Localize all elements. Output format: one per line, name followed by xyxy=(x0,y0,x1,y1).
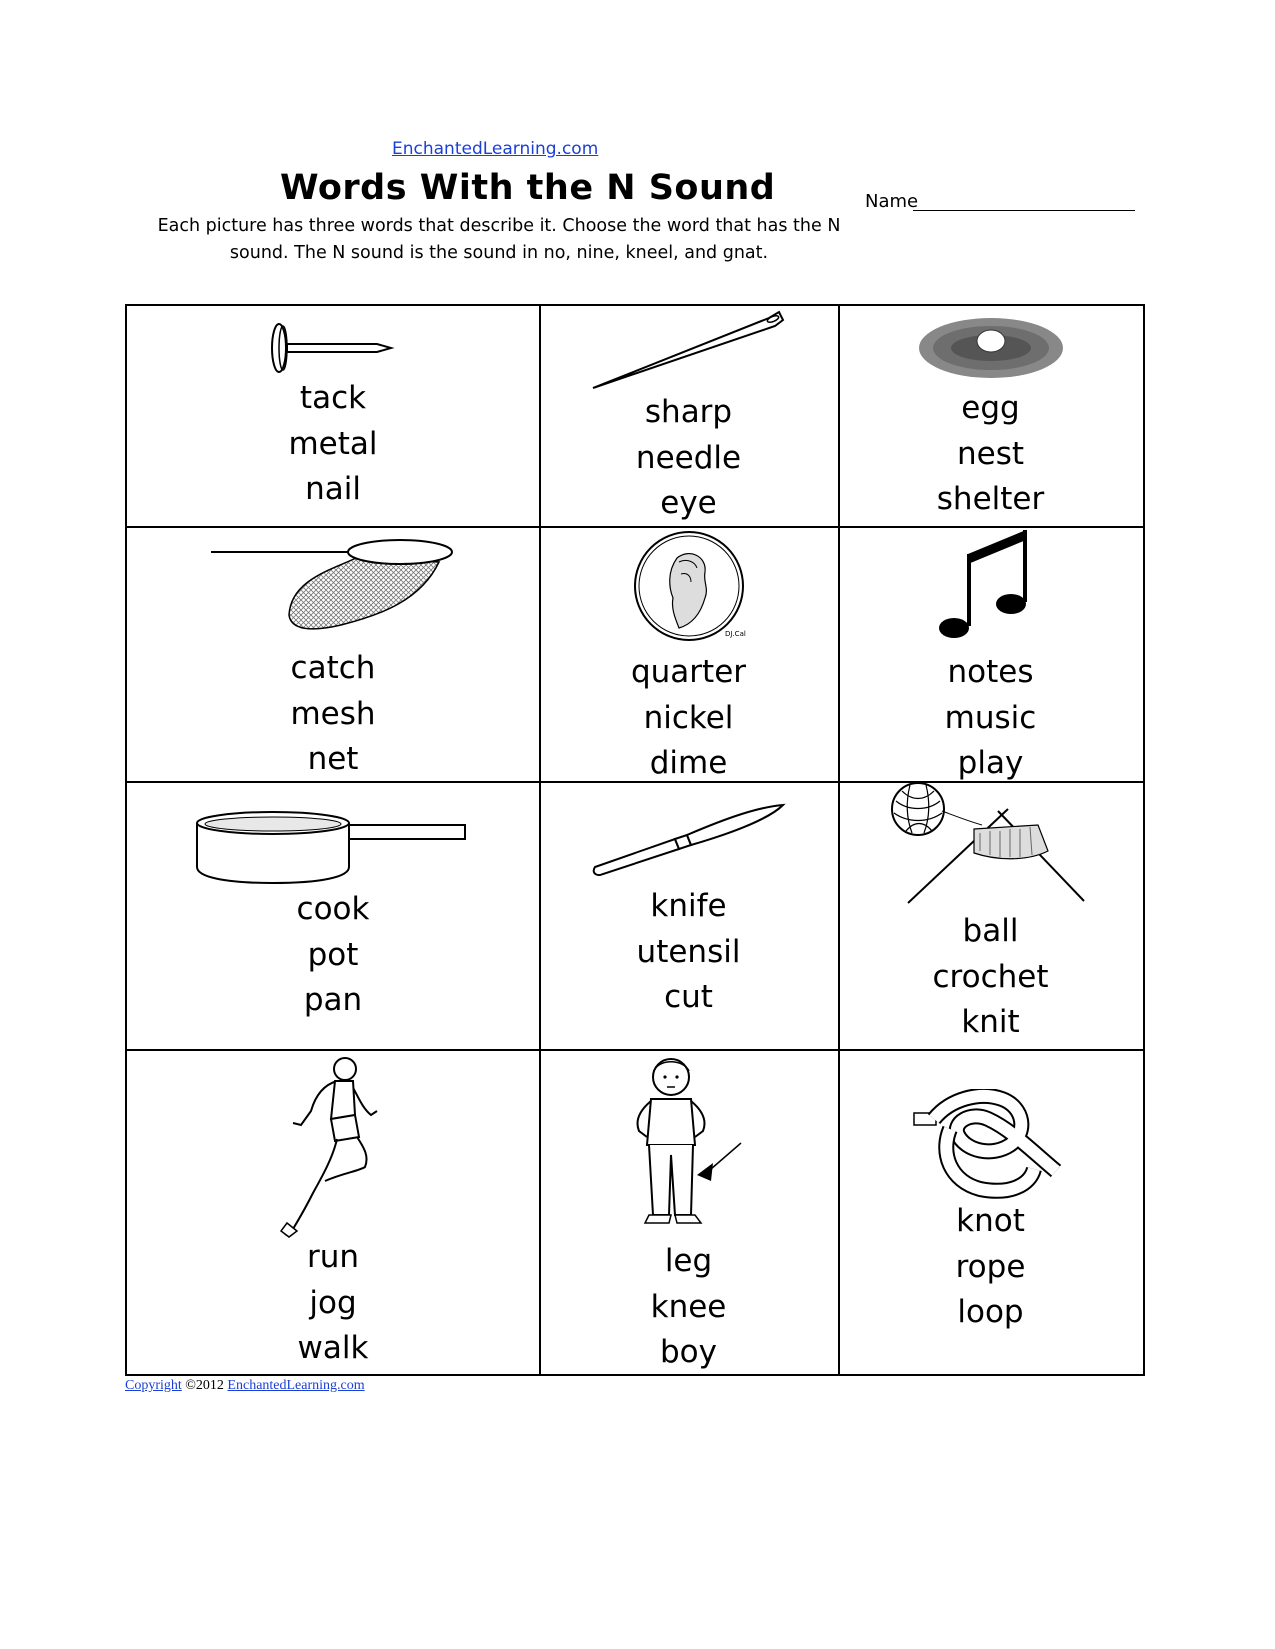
word-option[interactable]: eye xyxy=(660,485,717,521)
runner-icon xyxy=(273,1053,393,1239)
word-option[interactable]: walk xyxy=(297,1330,369,1366)
name-field-line[interactable] xyxy=(913,210,1135,211)
name-label: Name xyxy=(865,191,919,212)
word-option[interactable]: sharp xyxy=(644,394,733,430)
footer-site-link[interactable]: EnchantedLearning.com xyxy=(227,1378,365,1393)
word-option[interactable]: jog xyxy=(309,1284,357,1321)
copyright-year: ©2012 xyxy=(185,1378,224,1393)
knitting-icon xyxy=(888,781,1093,909)
word-option[interactable]: dime xyxy=(649,745,728,781)
word-option[interactable]: metal xyxy=(288,425,378,462)
cell-nickel xyxy=(539,526,838,781)
word-list xyxy=(539,884,838,1021)
word-option[interactable]: knot xyxy=(956,1203,1025,1239)
cell-knife xyxy=(539,781,838,1049)
word-option[interactable]: play xyxy=(957,745,1024,781)
word-option[interactable]: shelter xyxy=(936,481,1045,517)
cell-net xyxy=(127,526,539,781)
word-option[interactable]: leg xyxy=(664,1243,713,1279)
cell-knee xyxy=(539,1049,838,1376)
word-option[interactable]: knee xyxy=(650,1288,727,1325)
cell-music xyxy=(838,526,1143,781)
cell-knitting xyxy=(838,781,1143,1049)
music-notes-icon xyxy=(938,526,1038,644)
net-icon xyxy=(211,530,461,640)
word-option[interactable]: nest xyxy=(956,435,1025,472)
word-list xyxy=(838,650,1143,787)
word-option[interactable]: nail xyxy=(305,471,361,507)
knot-icon xyxy=(910,1089,1070,1199)
cell-needle xyxy=(539,306,838,526)
word-option[interactable]: tack xyxy=(299,380,367,416)
word-option[interactable]: notes xyxy=(947,654,1034,690)
word-option[interactable]: crochet xyxy=(932,958,1049,995)
word-option[interactable]: cut xyxy=(664,979,713,1015)
cell-knot xyxy=(838,1049,1143,1376)
word-list xyxy=(127,646,539,783)
word-option[interactable]: knife xyxy=(650,888,727,924)
word-list xyxy=(127,887,539,1024)
cell-nail xyxy=(127,306,539,526)
word-option[interactable]: quarter xyxy=(630,654,747,690)
cell-pan xyxy=(127,781,539,1049)
needle-icon xyxy=(589,308,789,393)
word-list xyxy=(539,650,838,787)
worksheet-grid xyxy=(125,304,1145,1376)
nest-icon xyxy=(916,312,1066,382)
word-option[interactable]: run xyxy=(306,1239,360,1275)
copyright-link[interactable]: Copyright xyxy=(125,1378,182,1393)
word-option[interactable]: ball xyxy=(962,913,1019,949)
word-option[interactable]: nickel xyxy=(643,699,734,736)
word-list xyxy=(838,386,1143,523)
word-option[interactable]: needle xyxy=(635,439,742,476)
footer xyxy=(125,1378,365,1394)
word-option[interactable]: boy xyxy=(660,1334,717,1370)
word-list xyxy=(539,390,838,527)
word-option[interactable]: mesh xyxy=(290,695,376,732)
cell-nest xyxy=(838,306,1143,526)
word-option[interactable]: egg xyxy=(961,390,1020,426)
instructions: Each picture has three words that describe it. Choose the word that has the N sound. The N sound is the sound in no, nine, kneel, and gnat. xyxy=(157,216,841,263)
word-option[interactable]: knit xyxy=(961,1004,1020,1040)
word-option[interactable]: net xyxy=(307,741,359,777)
word-list xyxy=(838,909,1143,1046)
cell-runner xyxy=(127,1049,539,1376)
word-option[interactable]: music xyxy=(944,699,1037,736)
knee-icon xyxy=(631,1055,761,1235)
word-list xyxy=(838,1199,1143,1336)
pan-icon xyxy=(195,809,475,887)
nickel-icon xyxy=(629,528,759,644)
nail-icon xyxy=(267,320,397,380)
word-list xyxy=(539,1239,838,1376)
word-list xyxy=(127,376,539,513)
word-option[interactable]: rope xyxy=(955,1248,1026,1285)
word-option[interactable]: pot xyxy=(307,936,359,973)
word-list xyxy=(127,1235,539,1372)
svg-text:DJ.Cal: DJ.Cal xyxy=(725,630,746,638)
word-option[interactable]: catch xyxy=(290,650,376,686)
word-option[interactable]: cook xyxy=(296,891,370,927)
word-option[interactable]: loop xyxy=(957,1294,1024,1330)
site-link[interactable]: EnchantedLearning.com xyxy=(392,139,599,159)
knife-icon xyxy=(589,801,789,881)
page-title: Words With the N Sound xyxy=(280,168,776,208)
word-option[interactable]: pan xyxy=(303,982,363,1018)
word-option[interactable]: utensil xyxy=(636,933,741,970)
